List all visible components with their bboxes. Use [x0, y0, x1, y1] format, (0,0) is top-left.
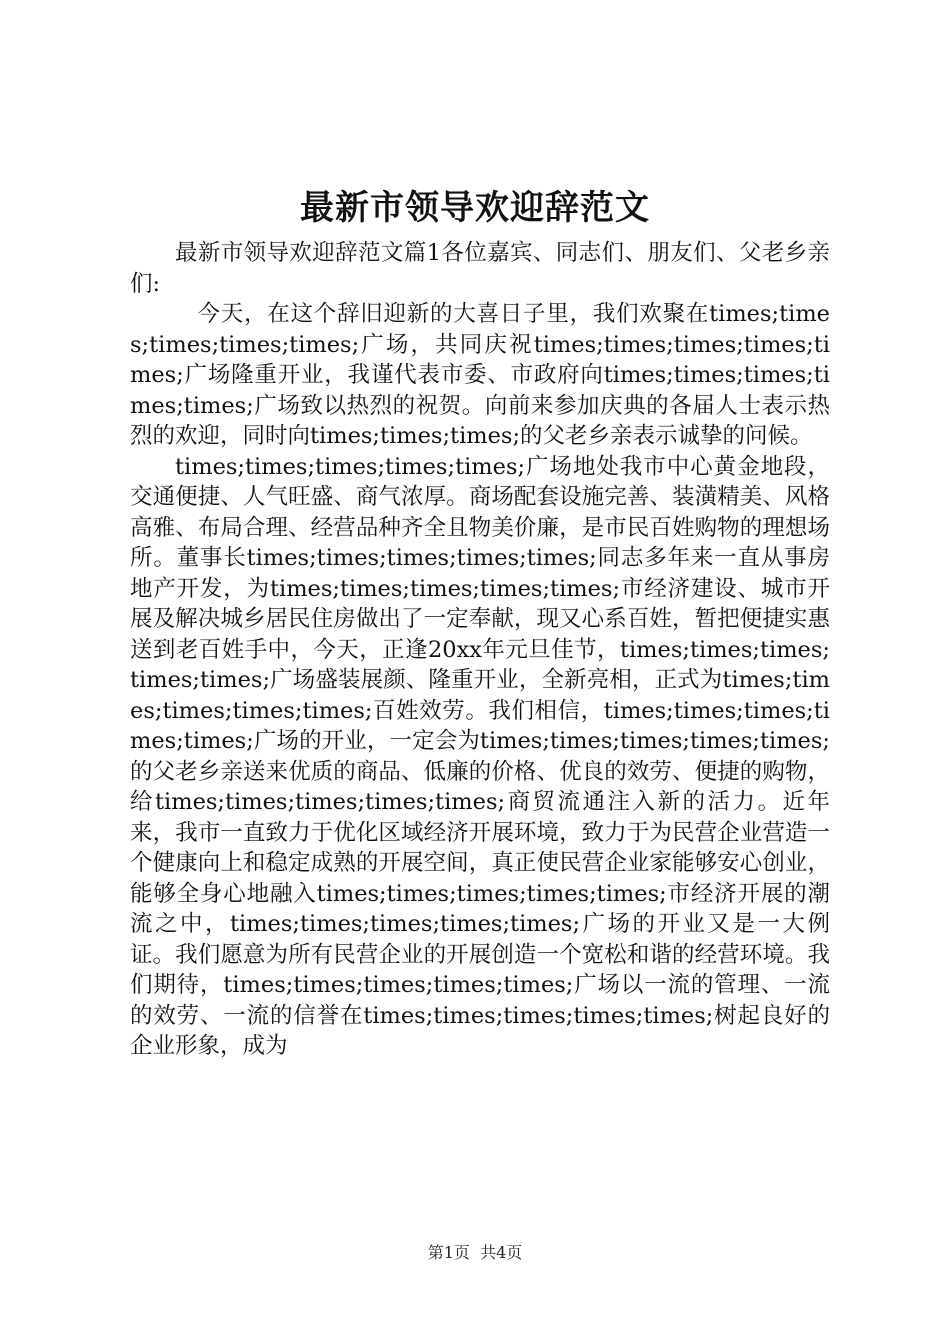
page-number: 第1页: [427, 1243, 470, 1262]
document-body: [130, 238, 830, 1062]
paragraph-main: times;times;times;times;times;广场地处我市中心黄金地段，交通便捷、人气旺盛、商气浓厚。商场配套设施完善、装潢精美、风格高雅、布局合理、经营品种齐全且物美价廉，是市民百姓购物的理想场所。董事长times;times;times;times;times;同志多年来一直从事房地产开发，为times;times;times;times;times;市经济建设、城市开展及解决城乡居民住房做出了一定奉献，现又心系百姓，暂把便捷实惠送到老百姓手中，今天，正逢20xx年元旦佳节，times;times;times;times;times;广场盛装展颜、隆重开业，全新亮相，正式为times;times;times;times;times;百姓效劳。我们相信，times;times;times;times;times;广场的开业，一定会为times;times;times;times;times;的父老乡亲送来优质的商品、低廉的价格、优良的效劳、便捷的购物，给times;times;times;times;times;商贸流通注入新的活力。近年来，我市一直致力于优化区域经济开展环境，致力于为民营企业营造一个健康向上和稳定成熟的开展空间，真正使民营企业家能够安心创业，能够全身心地融入times;times;times;times;times;市经济开展的潮流之中，times;times;times;times;times;广场的开业又是一大例证。我们愿意为所有民营企业的开展创造一个宽松和谐的经营环境。我们期待，times;times;times;times;times;广场以一流的管理、一流的效劳、一流的信誉在times;times;times;times;times;树起良好的企业形象，成为: [130, 453, 830, 1059]
page-total: 共4页: [480, 1243, 523, 1262]
page-title: 最新市领导欢迎辞范文: [300, 188, 650, 228]
paragraph-opening: 今天，在这个辞旧迎新的大喜日子里，我们欢聚在times;times;times;times;times;广场，共同庆祝times;times;times;times;times;广场隆重开业，我谨代表市委、市政府向times;times;times;times;times;广场致以热烈的祝贺。向前来参加庆典的各届人士表示热烈的欢迎，同时向times;times;times;的父老乡亲表示诚挚的问候。: [130, 301, 830, 449]
page-footer: [0, 1243, 950, 1263]
paragraph-greeting: 最新市领导欢迎辞范文篇1各位嘉宾、同志们、朋友们、父老乡亲们:: [130, 240, 830, 297]
